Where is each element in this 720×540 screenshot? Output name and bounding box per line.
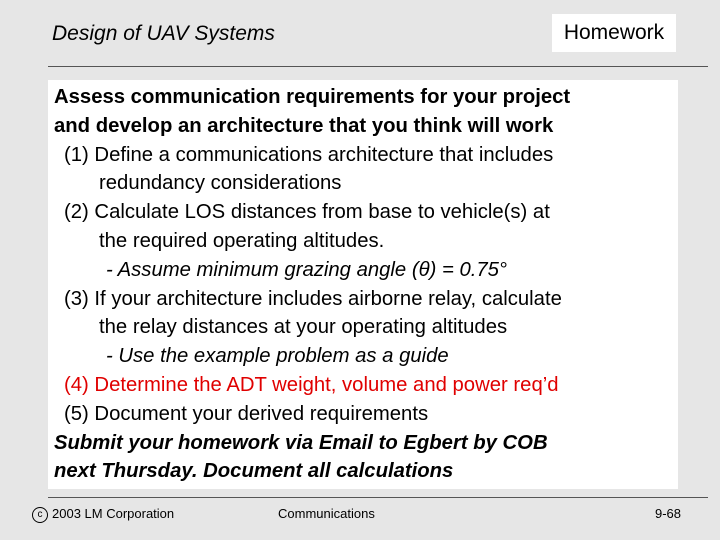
item-3-line-2: the relay distances at your operating altitudes <box>99 316 508 339</box>
slide-content <box>48 80 678 489</box>
course-title: Design of UAV Systems <box>52 22 275 45</box>
homework-tag: Homework <box>552 14 676 52</box>
copyright-text: 2003 LM Corporation <box>52 506 175 521</box>
copyright-icon: c <box>32 507 48 523</box>
header-divider <box>48 66 708 67</box>
footer-topic: Communications <box>278 506 375 521</box>
item-5-line-1: (5) Document your derived requirements <box>64 402 429 425</box>
closing-line-2: next Thursday. Document all calculations <box>54 460 454 483</box>
item-2-note: - Assume minimum grazing angle (θ) = 0.75° <box>106 258 508 281</box>
page-number: 9-68 <box>655 506 682 521</box>
footer-divider <box>48 497 708 498</box>
intro-line-1: Assess communication requirements for your project <box>54 86 571 108</box>
item-2-line-1: (2) Calculate LOS distances from base to vehicle(s) at <box>64 201 550 224</box>
closing-line-1: Submit your homework via Email to Egbert by COB <box>54 431 548 454</box>
item-1-line-2: redundancy considerations <box>99 172 342 195</box>
item-4-line-1: (4) Determine the ADT weight, volume and power req’d <box>64 373 559 396</box>
item-3-note: - Use the example problem as a guide <box>106 345 449 368</box>
item-1-line-1: (1) Define a communications architecture that includes <box>64 143 554 166</box>
intro-line-2: and develop an architecture that you think will work <box>54 114 554 137</box>
item-2-line-2: the required operating altitudes. <box>99 229 385 252</box>
copyright-notice <box>32 506 174 523</box>
item-3-line-1: (3) If your architecture includes airborne relay, calculate <box>64 287 562 310</box>
